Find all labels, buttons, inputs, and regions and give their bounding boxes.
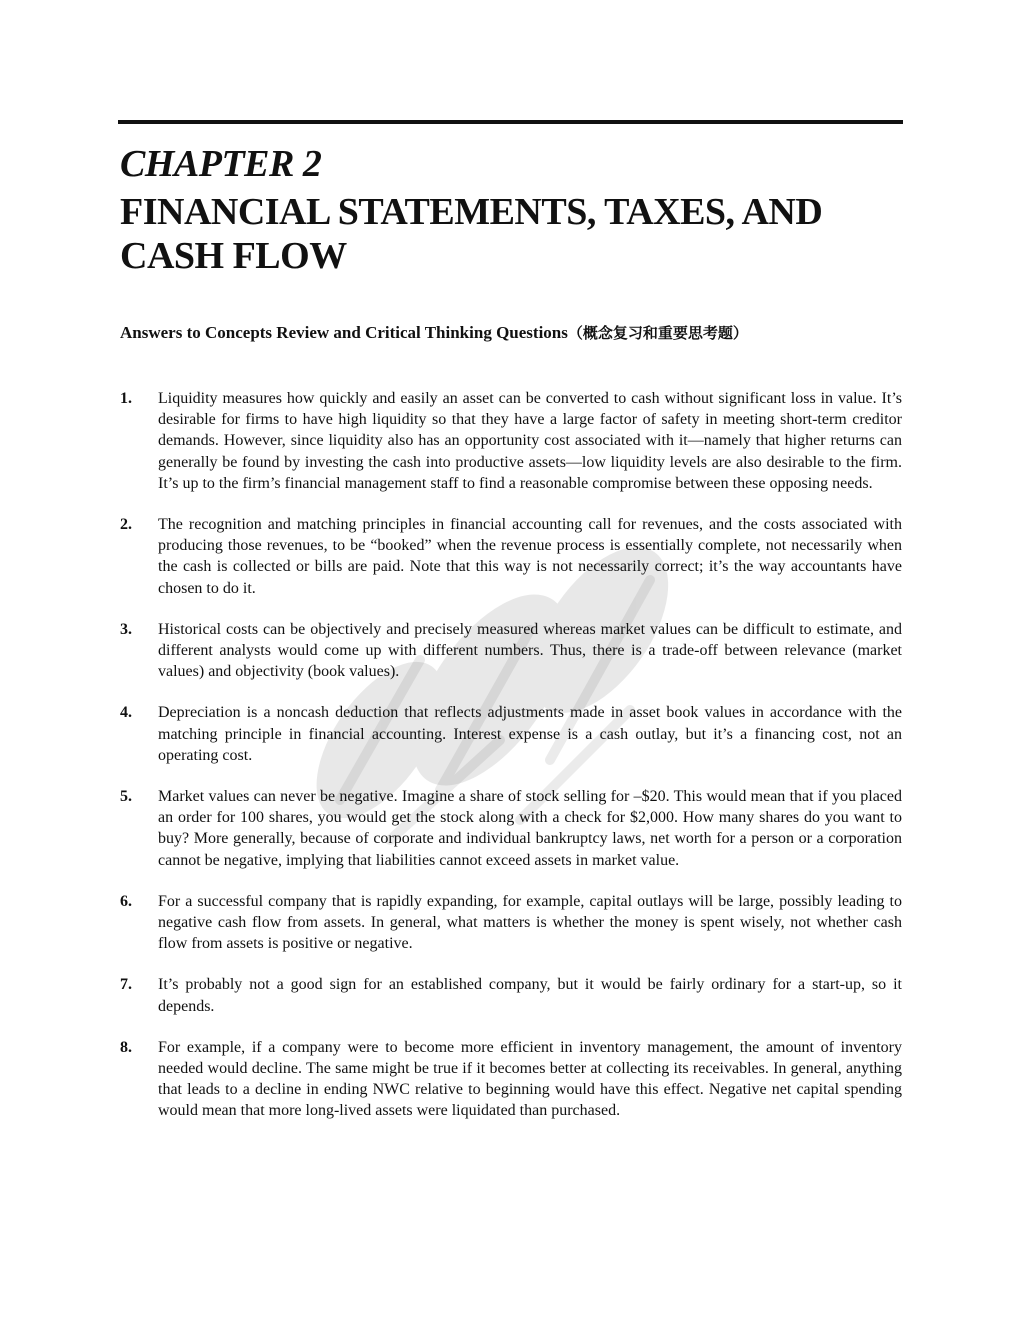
answer-item — [120, 891, 902, 955]
section-heading-cjk: （概念复习和重要思考题） — [567, 324, 748, 342]
answer-text: Market values can never be negative. Imagine a share of stock selling for –$20. This would mean that if you placed an order for 100 shares, you would get the stock along with a check for $2,000. How many shares do you want to buy? More generally, because of corporate and individual bankruptcy laws, net worth for a person or a corporation cannot be negative, implying that liabilities cannot exceed assets in market value. — [158, 788, 902, 869]
answer-number: 4. — [120, 704, 132, 722]
answer-text: Historical costs can be objectively and precisely measured whereas market values can be difficult to estimate, and different analysts would come up with different numbers. Thus, there is a trade-off between relevance (market values) and objectivity (book values). — [158, 620, 902, 681]
answer-item — [120, 702, 902, 766]
chapter-label: CHAPTER 2 — [120, 143, 322, 185]
section-heading — [120, 322, 748, 344]
answer-text: Liquidity measures how quickly and easily an asset can be converted to cash without significant loss in value. It’s desirable for firms to have high liquidity so that they have a large factor of safety in meeting short-term creditor demands. However, since liquidity also has an opportunity cost associated with it—namely that higher returns can generally be found by investing the cash into productive assets—low liquidity levels are also desirable to the firm. It’s up to the firm’s financial management staff to find a reasonable compromise between these opposing needs. — [158, 390, 902, 492]
answer-number: 1. — [120, 390, 132, 407]
answer-text: Depreciation is a noncash deduction that reflects adjustments made in asset book values in accordance with the matching principle in financial accounting. Interest expense is a cash outlay, but it’s a financing cost, not an operating cost. — [158, 704, 902, 764]
answer-item — [120, 786, 902, 871]
answer-number: 8. — [120, 1038, 132, 1056]
answer-number: 6. — [120, 892, 132, 910]
answer-number: 5. — [120, 788, 132, 806]
answer-text: For example, if a company were to become more efficient in inventory management, the amount of inventory needed would decline. The same might be true if it becomes better at collecting its receivables. In general, anything that leads to a decline in ending NWC relative to beginning would have this effect. Negative net capital spending would mean that more long-lived assets were liquidated than purchased. — [158, 1038, 902, 1120]
answer-number: 3. — [120, 620, 132, 638]
chapter-title: FINANCIAL STATEMENTS, TAXES, AND CASH FLOW — [120, 191, 823, 277]
answer-text: It’s probably not a good sign for an established company, but it would be fairly ordinary for a start-up, so it depends. — [158, 976, 902, 1015]
chapter-top-rule — [118, 120, 903, 124]
answer-item — [120, 974, 902, 1016]
answer-text: For a successful company that is rapidly expanding, for example, capital outlays will be large, possibly leading to negative cash flow from assets. In general, what matters is whether the money is spent wisely, not whether cash flow from assets is positive or negative. — [158, 892, 902, 953]
answer-number: 7. — [120, 976, 132, 994]
answer-item — [120, 619, 902, 683]
answer-item — [120, 514, 902, 599]
answer-number: 2. — [120, 516, 132, 534]
section-heading-text: Answers to Concepts Review and Critical Thinking Questions — [120, 323, 568, 342]
answers-list — [120, 388, 902, 1142]
answer-item — [120, 388, 902, 494]
answer-text: The recognition and matching principles in financial accounting call for revenues, and the costs associated with producing those revenues, to be “booked” when the revenue process is essentially complete, not necessarily when the cash is collected or bills are paid. Note that this way is not necessarily correct; it’s the way accountants have chosen to do it. — [158, 516, 902, 597]
answer-item — [120, 1037, 902, 1122]
